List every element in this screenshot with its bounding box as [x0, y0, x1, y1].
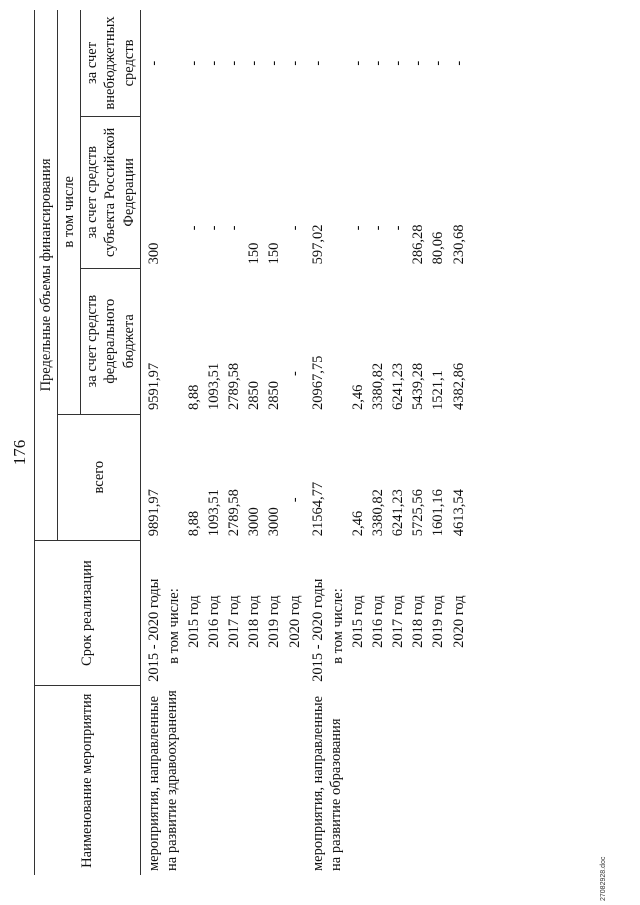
financing-table — [34, 10, 469, 875]
empty-cell — [164, 268, 184, 414]
regional-cell: 286,28 — [410, 224, 427, 265]
total-cell: 3000 — [266, 507, 283, 537]
header-limits: Предельные объемы финансирования — [35, 10, 58, 540]
federal-cell: 20967,75 — [309, 355, 326, 411]
empty-cell — [164, 116, 184, 268]
regional-cell: - — [226, 225, 243, 231]
total-cell: 2,46 — [349, 510, 366, 537]
regional-cell: 230,68 — [450, 224, 467, 265]
regional-cell: 150 — [266, 242, 283, 265]
extrabudget-cell: - — [370, 60, 386, 66]
year-cell: 2015 год — [349, 595, 366, 648]
empty-cell — [328, 116, 348, 268]
total-cell: 1093,51 — [206, 489, 222, 537]
empty-cell — [328, 10, 348, 116]
extrabudget-cell: - — [450, 60, 467, 66]
year-cell: 2018 год — [410, 595, 427, 648]
federal-cell: 1521,1 — [430, 370, 447, 411]
total-cell: 1601,16 — [430, 489, 447, 537]
federal-cell: 5439,28 — [410, 362, 427, 411]
extrabudget-cell: - — [430, 60, 447, 66]
total-cell: 4613,54 — [450, 489, 467, 537]
including-label: в том числе: — [165, 588, 182, 664]
total-cell: 5725,56 — [410, 489, 427, 537]
extrabudget-cell: - — [185, 60, 202, 66]
empty-cell — [164, 414, 184, 540]
total-cell: 3380,82 — [370, 489, 386, 537]
year-cell: 2019 год — [430, 595, 447, 648]
total-cell: 2789,58 — [226, 489, 243, 537]
regional-cell: - — [206, 225, 222, 231]
extrabudget-cell: - — [410, 60, 427, 66]
header-regional: за счет средств субъекта Российской Федерации — [81, 116, 140, 268]
total-cell: 21564,77 — [309, 481, 326, 537]
year-cell: 2020 год — [286, 595, 303, 648]
header-total: всего — [58, 414, 141, 540]
header-period: Срок реализации — [35, 540, 141, 686]
empty-cell — [328, 414, 348, 540]
extrabudget-cell: - — [206, 60, 222, 66]
regional-cell: 597,02 — [309, 224, 326, 265]
including-label: в том числе: — [329, 588, 346, 664]
table-row — [305, 10, 328, 875]
regional-cell: - — [390, 225, 407, 231]
extrabudget-cell: - — [246, 60, 263, 66]
year-cell: 2017 год — [226, 595, 243, 648]
table-body — [140, 10, 469, 875]
header-federal: за счет средств федерального бюджета — [81, 268, 140, 414]
year-cell: 2018 год — [246, 595, 263, 648]
extrabudget-cell: - — [266, 60, 283, 66]
total-cell: 8,88 — [185, 510, 202, 537]
empty-cell — [164, 10, 184, 116]
extrabudget-cell: - — [286, 60, 303, 66]
year-cell: 2020 год — [450, 595, 467, 648]
extrabudget-cell: - — [309, 60, 326, 66]
total-cell: 6241,23 — [390, 489, 407, 537]
year-cell: 2016 год — [370, 595, 386, 648]
extrabudget-cell: - — [390, 60, 407, 66]
year-cell: 2016 год — [206, 595, 222, 648]
federal-cell: 4382,86 — [450, 362, 467, 411]
table-header — [35, 10, 141, 875]
header-including: в том числе — [58, 10, 81, 414]
period-cell: 2015 - 2020 годы — [309, 578, 326, 682]
regional-cell: - — [286, 225, 303, 231]
total-cell: - — [286, 497, 303, 503]
federal-cell: 2,46 — [349, 384, 366, 411]
federal-cell: 2789,58 — [226, 362, 243, 411]
federal-cell: 2850 — [266, 381, 283, 411]
regional-cell: - — [370, 225, 386, 231]
period-cell: 2015 - 2020 годы — [145, 578, 162, 682]
extrabudget-cell: - — [145, 60, 162, 66]
federal-cell: 8,88 — [185, 384, 202, 411]
document-code: 27082928.doc — [600, 856, 607, 901]
regional-cell: - — [185, 225, 202, 231]
empty-cell — [328, 268, 348, 414]
total-cell: 9891,97 — [145, 489, 162, 537]
year-cell: 2019 год — [266, 595, 283, 648]
year-cell: 2015 год — [185, 595, 202, 648]
measure-name: мероприятия, направленные на развитие образования — [309, 695, 344, 871]
federal-cell: 2850 — [246, 381, 263, 411]
table-row — [140, 10, 164, 875]
federal-cell: - — [286, 371, 303, 377]
header-name: Наименование мероприятия — [35, 686, 141, 875]
regional-cell: - — [349, 225, 366, 231]
regional-cell: 80,06 — [430, 231, 447, 265]
federal-cell: 3380,82 — [370, 362, 386, 411]
regional-cell: 300 — [145, 242, 162, 265]
header-extrabudget: за счет внебюджетных средств — [81, 10, 140, 116]
federal-cell: 1093,51 — [206, 362, 222, 411]
total-cell: 3000 — [246, 507, 263, 537]
extrabudget-cell: - — [349, 60, 366, 66]
federal-cell: 9591,97 — [145, 362, 162, 411]
extrabudget-cell: - — [226, 60, 243, 66]
page-number: 176 — [10, 439, 29, 466]
measure-name: мероприятия, направленные на развитие здравоохранения — [145, 690, 180, 871]
year-cell: 2017 год — [390, 595, 407, 648]
regional-cell: 150 — [246, 242, 263, 265]
federal-cell: 6241,23 — [390, 362, 407, 411]
